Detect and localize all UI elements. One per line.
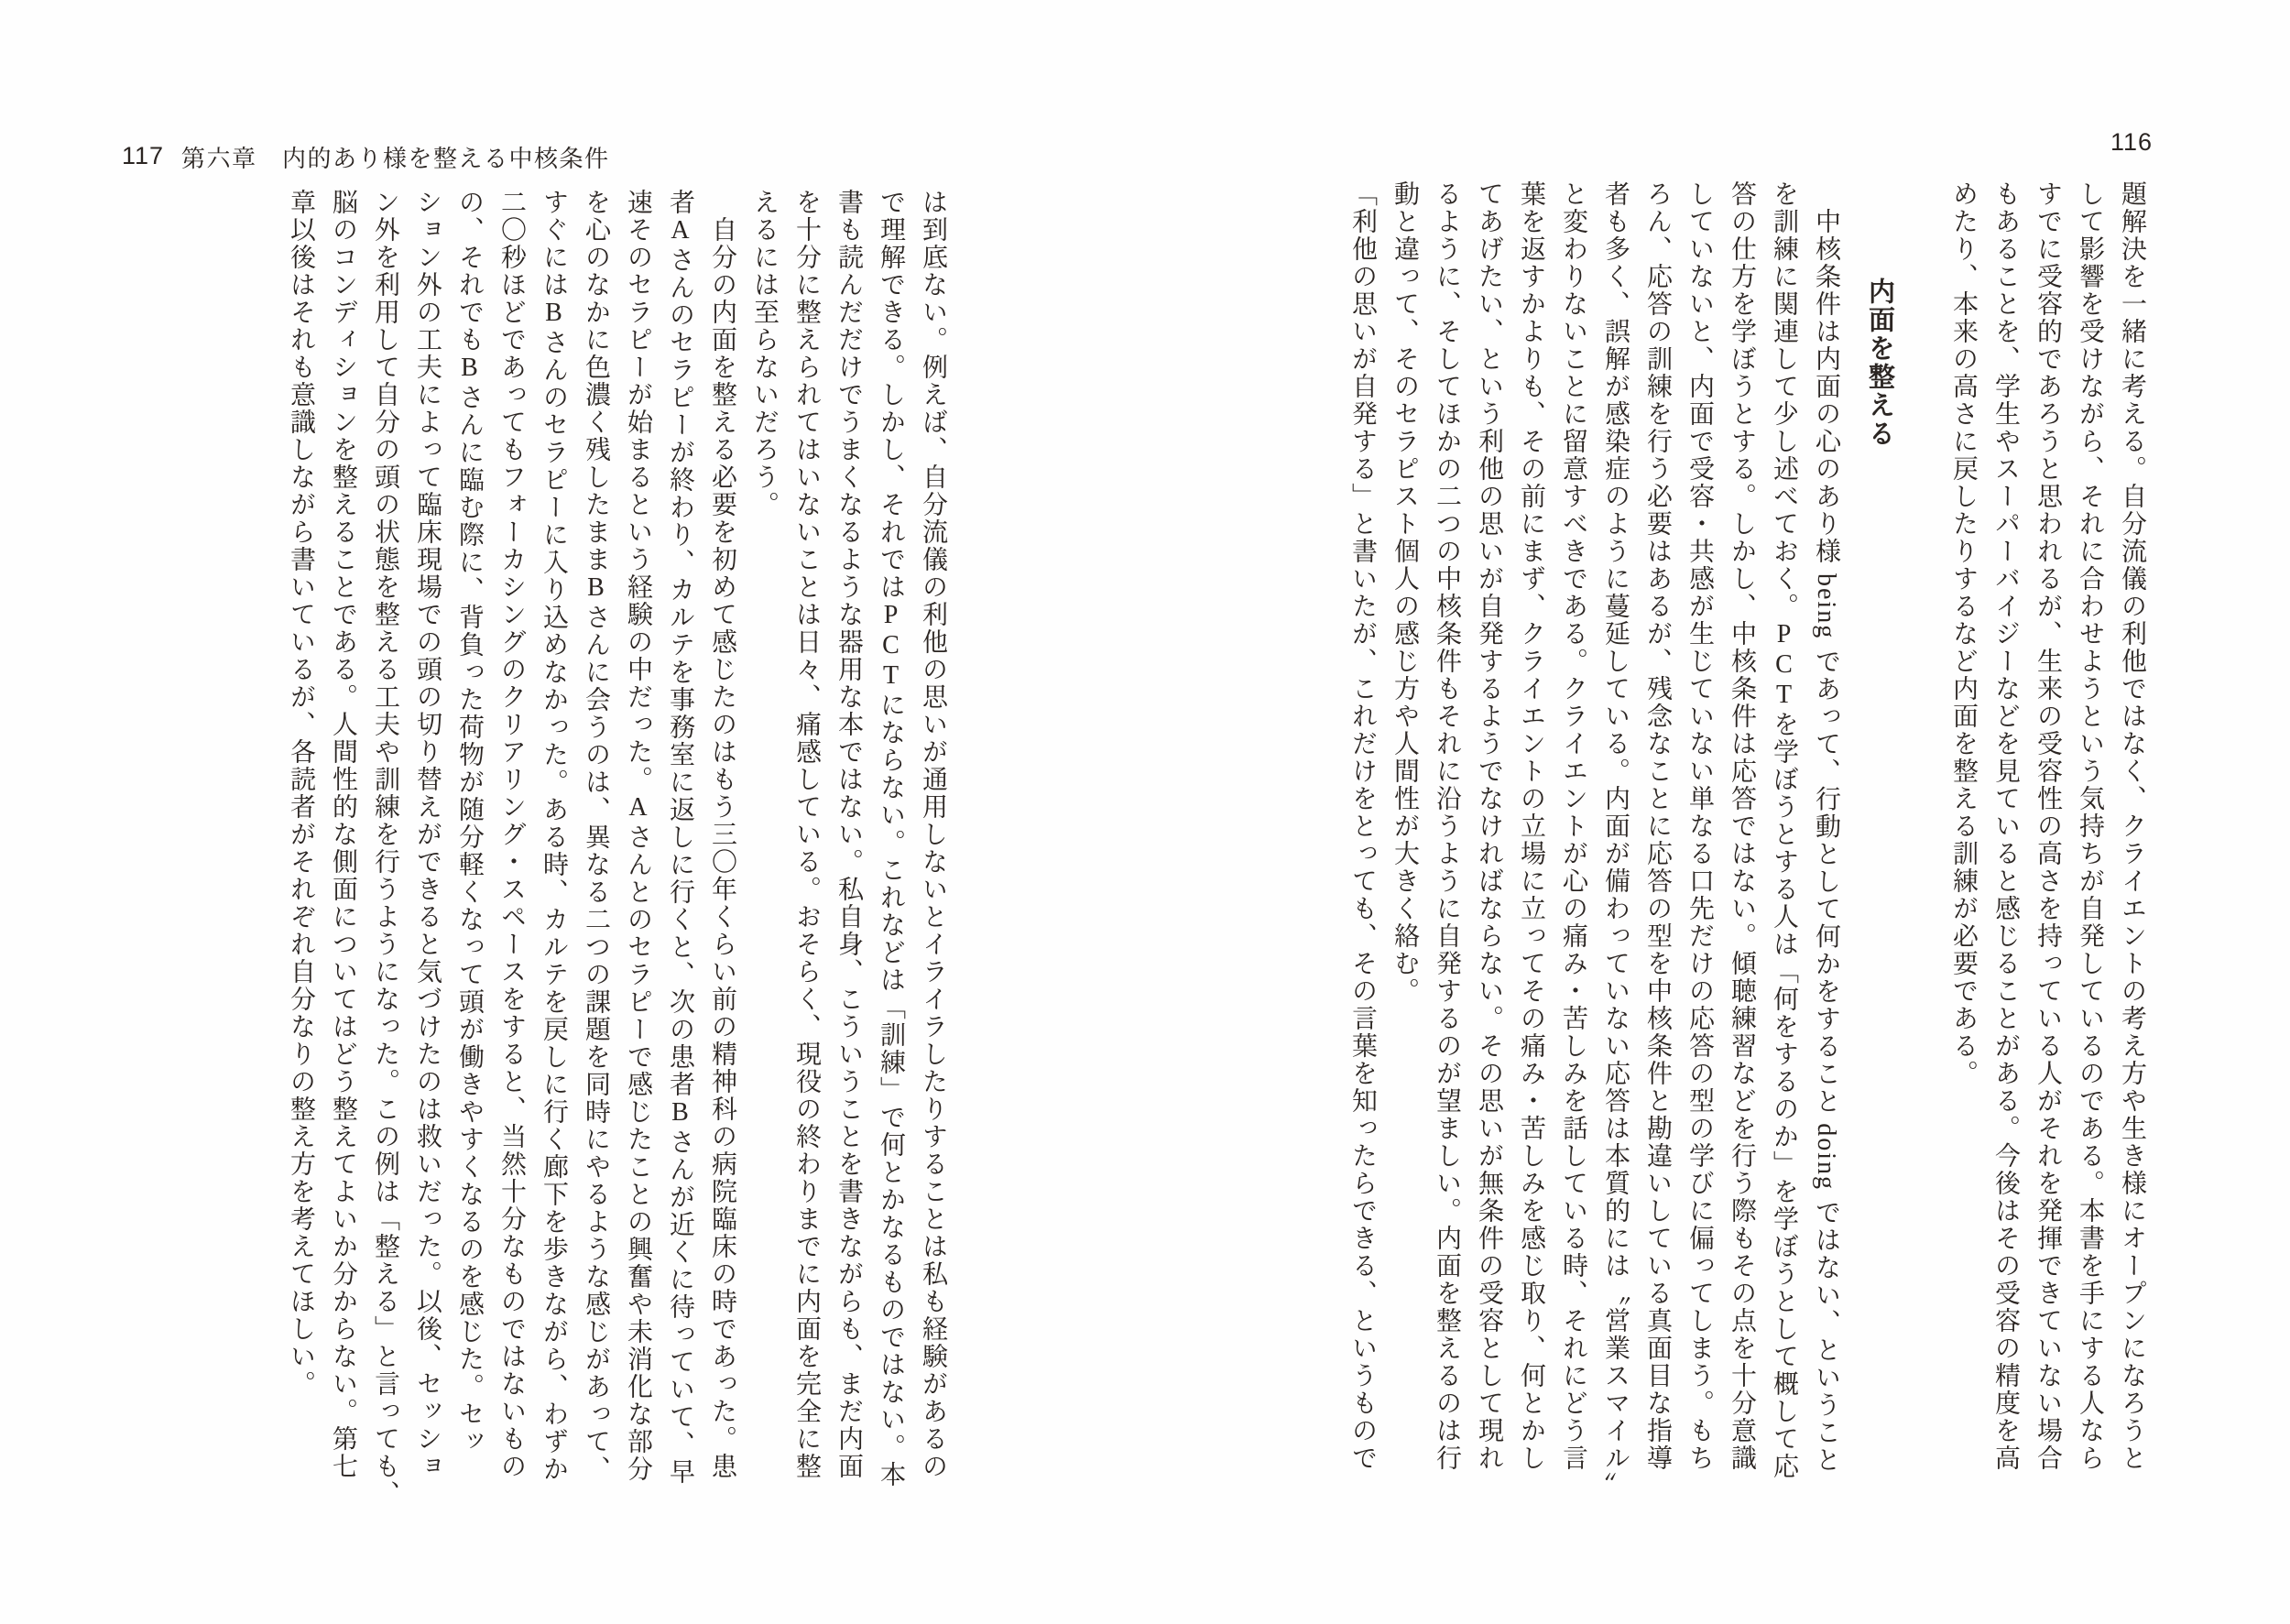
upright-latin: A	[666, 216, 694, 246]
text-column: 速そのセラピーが始まるという経験の中だった。Aさんとのセラピーで感じたことの興奮や未消化な部分	[624, 189, 652, 1483]
page-number-117: 117	[122, 142, 165, 169]
text-column: ろん、応答の訓練を行う必要はあるが、残念なことに応答の型を中核条件と勘違いしている真面目な指導	[1643, 180, 1672, 1472]
text-column: 者も多く、誤解が感染症のように蔓延している。内面が備わっていない応答は本質的には〝営業スマイル〟	[1601, 180, 1630, 1499]
text-column: を十分に整えられてはいないことは日々、痛感している。おそらく、現役の終わりまでに内面を完全に整	[792, 189, 821, 1480]
running-header-chapter: 第六章 内的あり様を整える中核条件	[181, 145, 610, 172]
text-column: 二〇秒ほどであってもフォーカシングのクリアリング・スペースをすると、当然十分なものではないもの	[497, 189, 526, 1480]
upright-latin: A	[624, 793, 652, 823]
text-column: めたり、本来の高さに戻したりするなど内面を整える訓練が必要である。	[1949, 180, 1978, 1087]
text-column: して影響を受けながら、それに合わせようという気持ちが自発しているのである。本書を手にする人なら	[2076, 180, 2104, 1472]
page-number-116: 116	[2110, 128, 2154, 156]
text-column: 中核条件は内面の心のあり様 being であって、行動として何かをすること doing ではない、ということ	[1812, 180, 1840, 1474]
text-column: の、それでもBさんに臨む際に、背負った荷物が随分軽くなって頭が働きやすくなるのを感じた。セッ	[455, 189, 484, 1455]
text-column: 「利他の思いが自発する」と書いたが、これだけをとっても、その言葉を知ったらできる、というもので	[1348, 180, 1377, 1472]
text-column: えるには至らないだろう。	[750, 189, 779, 518]
text-column: もあることを、学生やスーパーバイジーなどを見ていると感じることがある。今後はその受容の精度を高	[1991, 180, 2020, 1472]
text-column: は到底ない。例えば、自分流儀の利他の思いが通用しないとイライラしたりすることは私も経験があるの	[919, 189, 947, 1480]
text-column: で理解できる。しかし、それではPCTにならない。これなどは「訓練」で何とかなるものではない。本	[877, 189, 905, 1488]
text-column: すでに受容的であろうと思われるが、生来の受容性の高さを持っている人がそれを発揮できていない場合	[2034, 180, 2062, 1472]
text-column: ン外を利用して自分の頭の状態を整える工夫や訓練を行うようになった。この例は「整える」と言っても、	[371, 189, 399, 1508]
text-column: 葉を返すかよりも、その前にまず、クライエントの立場に立ってその痛み・苦しみを感じ取り、何とかし	[1517, 180, 1545, 1472]
section-heading: 内面を整える	[1865, 278, 1894, 448]
text-column: すぐにはBさんのセラピーに入り込めなかった。ある時、カルテを戻しに行く廊下を歩きながら、わずか	[540, 189, 568, 1483]
text-column: 動と違って、そのセラピスト個人の感じ方や人間性が大きく絡む。	[1390, 180, 1419, 1005]
text-column: 脳のコンディションを整えることである。人間性的な側面についてはどう整えてよいか分からない。第七	[329, 189, 357, 1480]
text-column: 題解決を一緒に考える。自分流儀の利他ではなく、クライエントの考え方や生き様にオープンになろうと	[2118, 180, 2146, 1472]
upright-latin: B	[455, 354, 484, 384]
text-column: 者Aさんのセラピーが終わり、カルテを事務室に返しに行くと、次の患者Bさんが近くに待っていて、早	[666, 189, 694, 1486]
page-116-body-text	[1341, 180, 2153, 1510]
text-column: 自分の内面を整える必要を初めて感じたのはもう三〇年くらい前の精神科の病院臨床の時であった。患	[708, 189, 736, 1480]
text-column: 答の仕方を学ぼうとする。しかし、中核条件は応答ではない。傾聴練習などを行う際もその点を十分意識	[1728, 180, 1756, 1472]
text-column: していないと、内面で受容・共感が生じていない単なる口先だけの応答の型の学びに偏ってしまう。もち	[1685, 180, 1714, 1472]
text-column: るように、そしてほかの二つの中核条件もそれに沿うように自発するのが望ましい。内面を整えるのは行	[1433, 180, 1461, 1472]
upright-latin: B	[582, 573, 610, 604]
text-column: てあげたい、という利他の思いが自発するようでなければならない。その思いが無条件の受容として現れ	[1475, 180, 1503, 1472]
upright-latin: PCT	[877, 601, 905, 692]
text-column: を訓練に関連して少し述べておく。PCTを学ぼうとする人は「何をするのか」を学ぼうとして概して応	[1770, 180, 1798, 1480]
text-column: 書も読んだだけでうまくなるような器用な本ではない。私自身、こういうことを書きながらも、まだ内面	[834, 189, 863, 1480]
upright-latin: B	[666, 1098, 694, 1128]
text-column: ション外の工夫によって臨床現場での頭の切り替えができると気づけたのは救いだった。以後、セッショ	[413, 189, 442, 1480]
upright-latin: PCT	[1770, 620, 1798, 711]
text-column: と変わりないことに留意すべきである。クライエントが心の痛み・苦しみを話している時、それにどう言	[1559, 180, 1587, 1472]
upright-latin: B	[540, 299, 568, 329]
text-column: を心のなかに色濃く残したままBさんに会うのは、異なる二つの課題を同時にやるような感じがあって、	[582, 189, 610, 1483]
page-117-body-text	[279, 189, 954, 1519]
text-column: 章以後はそれも意識しながら書いているが、各読者がそれぞれ自分なりの整え方を考えてほしい。	[287, 189, 315, 1398]
